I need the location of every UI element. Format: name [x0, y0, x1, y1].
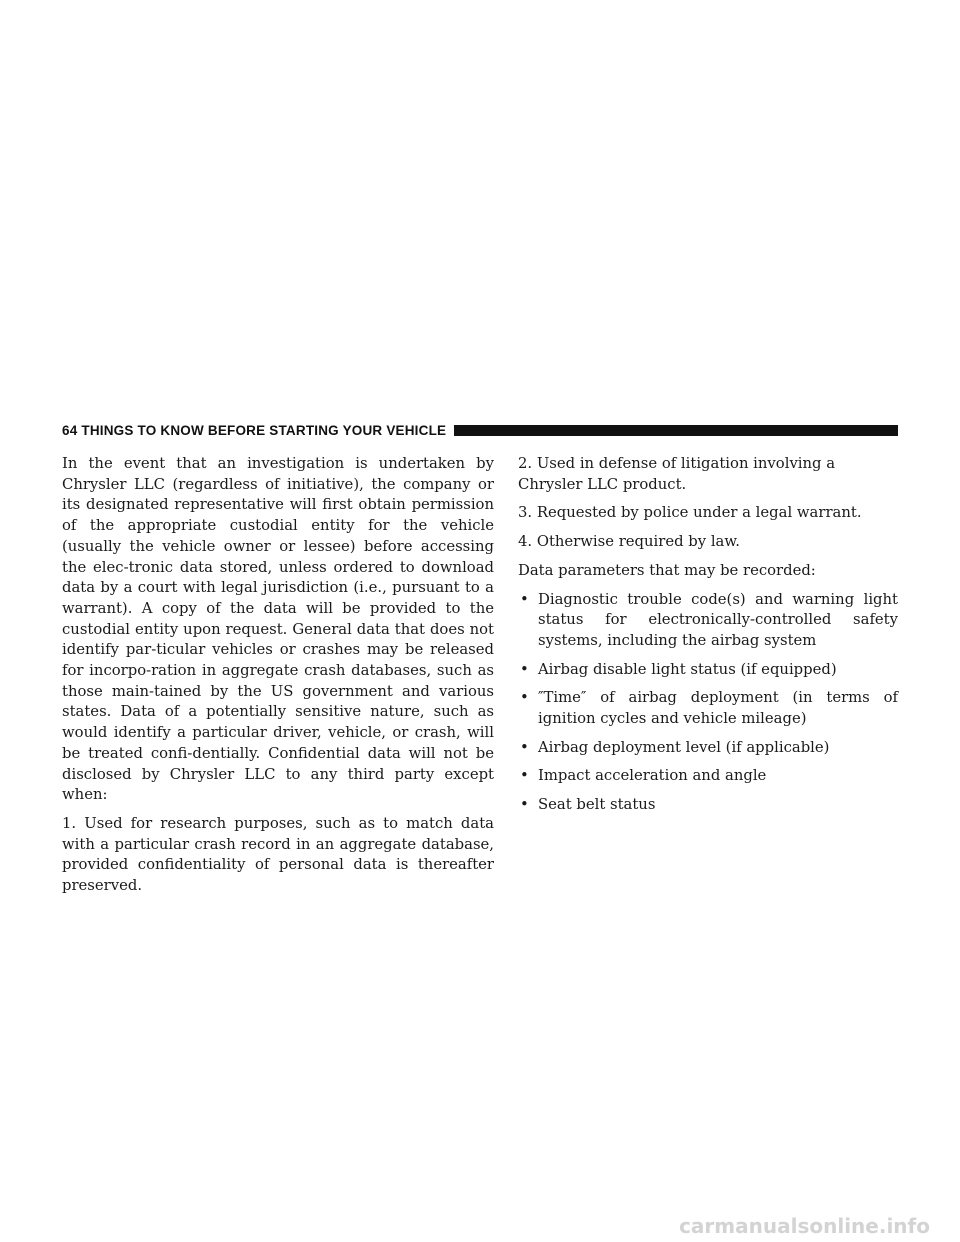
bullet-icon: • — [520, 767, 529, 785]
list-item-text: Airbag deployment level (if applicable) — [538, 738, 830, 756]
list-item — [518, 795, 898, 816]
page-header-title: 64 THINGS TO KNOW BEFORE STARTING YOUR VEHICLE — [62, 422, 447, 438]
paragraph-police-warrant: 3. Requested by police under a legal warrant. — [518, 504, 862, 522]
paragraph-data-parameters-intro: Data parameters that may be recorded: — [518, 561, 816, 579]
list-item-text: Impact acceleration and angle — [538, 767, 767, 785]
bullet-icon: • — [520, 689, 529, 707]
list-item-text: Diagnostic trouble code(s) and warning light status for electronically-controlled safety systems, including the airbag system — [538, 590, 898, 649]
page-header — [62, 419, 898, 441]
paragraph-investigation: In the event that an investigation is undertaken by Chrysler LLC (regardless of initiative), the company or its designated representative will first obtain permission of the appropriate custodial entity for the vehicle (usually the vehicle owner or lessee) before accessing the elec-tronic data stored, unless ordered to download data by a court with legal jurisdiction (i.e., pursuant to a warrant). A copy of the data will be provided to the custodial entity upon request. General data that does not identify par-ticular vehicles or crashes may be released for incorpo-ration in aggregate crash databases, such as those main-tained by the US government and various states. Data of a potentially sensitive nature, such as would identify a particular driver, vehicle, or crash, will be treated confi-dentially. Confidential data will not be disclosed by Chrysler LLC to any third party except when: — [62, 455, 494, 804]
right-column — [518, 454, 898, 824]
list-item — [518, 660, 898, 681]
list-item-text: Seat belt status — [538, 796, 656, 814]
header-rule-bar — [454, 425, 898, 436]
watermark-text: carmanualsonline.info — [679, 1214, 930, 1238]
bullet-icon: • — [520, 796, 529, 814]
paragraph-research-purposes: 1. Used for research purposes, such as to match data with a particular crash record in an aggregate database, provided confidentiality of personal data is thereafter preserved. — [62, 814, 494, 895]
bullet-icon: • — [520, 738, 529, 756]
list-item — [518, 738, 898, 759]
paragraph-litigation: 2. Used in defense of litigation involving a Chrysler LLC product. — [518, 455, 836, 493]
paragraph-required-by-law: 4. Otherwise required by law. — [518, 533, 740, 551]
list-item-text: Airbag disable light status (if equipped) — [538, 660, 837, 678]
list-item-text: ″Time″ of airbag deployment (in terms of ignition cycles and vehicle mileage) — [538, 689, 898, 728]
bullet-icon: • — [520, 660, 529, 678]
left-column — [62, 454, 494, 905]
bullet-icon: • — [520, 590, 529, 608]
data-parameters-list — [518, 590, 898, 816]
list-item — [518, 688, 898, 729]
list-item — [518, 590, 898, 652]
list-item — [518, 766, 898, 787]
